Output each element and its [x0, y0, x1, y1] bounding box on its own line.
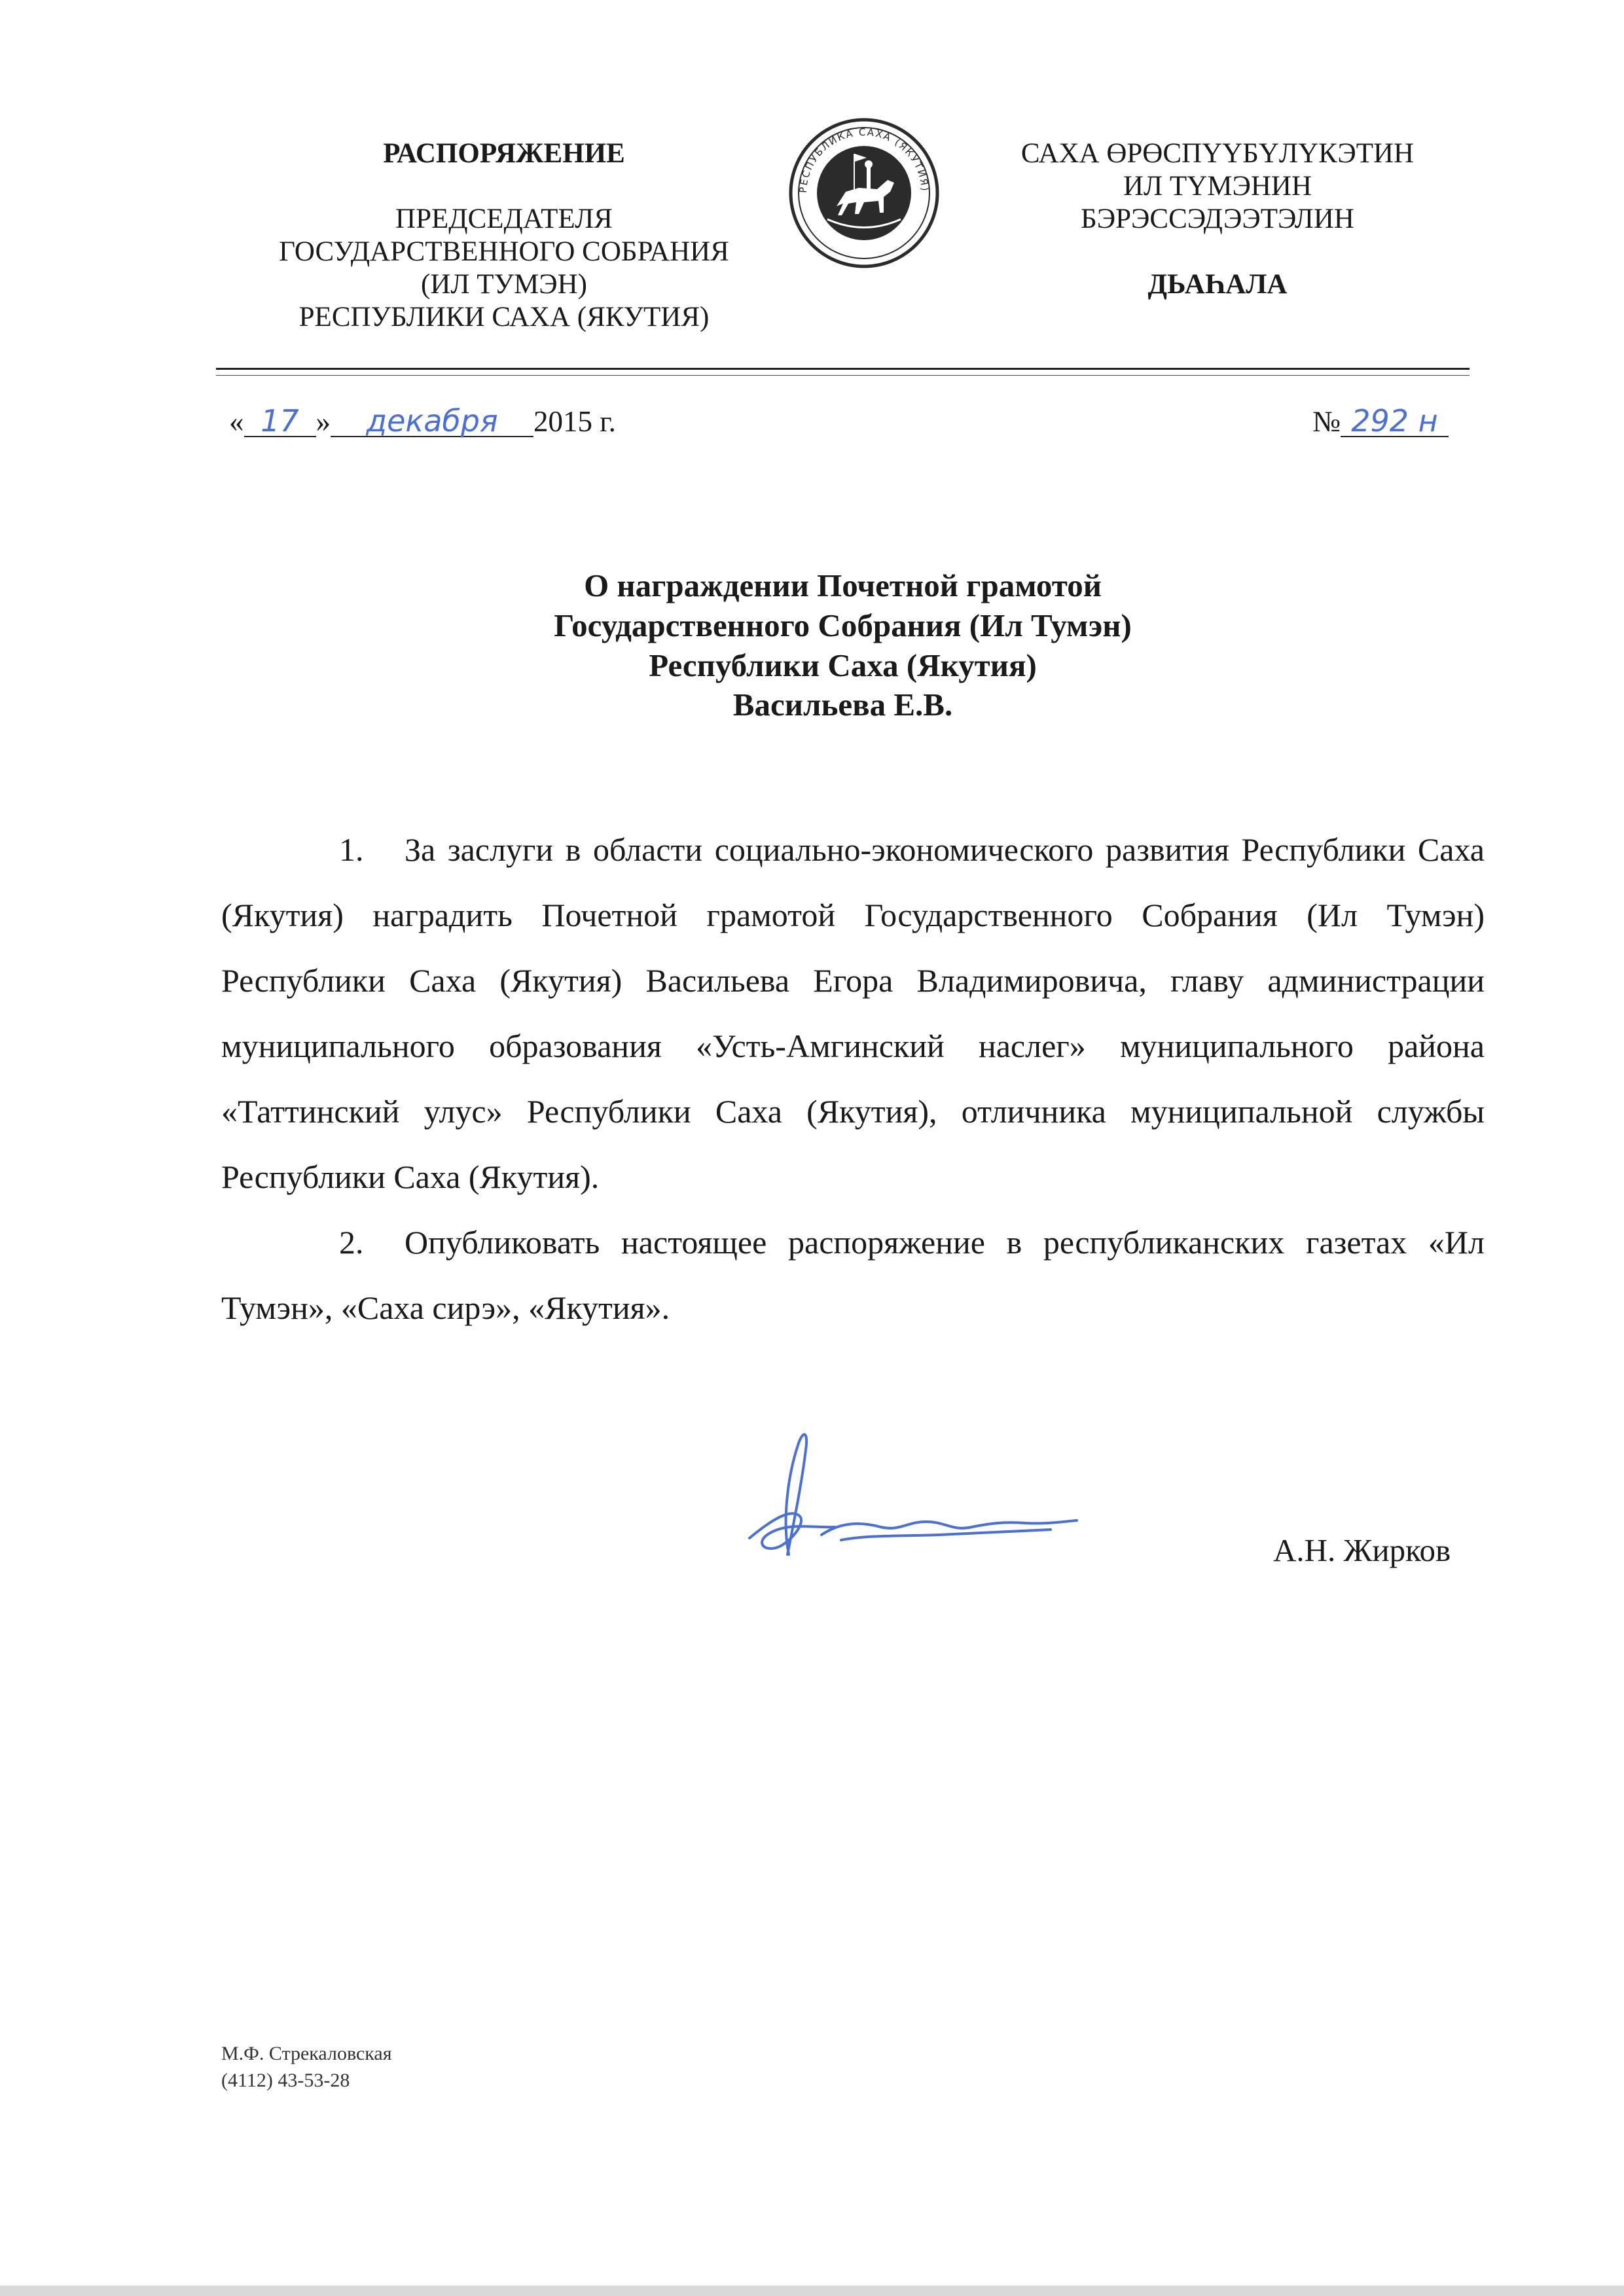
document-number: 292 н — [1341, 406, 1449, 437]
emblem-text: РЕСПУБЛИКА САХА (ЯКУТИЯ) — [797, 126, 931, 194]
header-right-block — [962, 137, 1473, 301]
header-right-line: ИЛ ТҮМЭНИН — [1123, 170, 1312, 202]
footer-phone: (4112) 43-53-28 — [221, 2069, 350, 2091]
title-line: Республики Саха (Якутия) — [649, 647, 1037, 683]
item-text: Опубликовать настоящее распоряжение в республиканских газетах «Ил Тумэн», «Саха сирэ», «Якутия». — [221, 1224, 1485, 1326]
item-number: 1. — [339, 831, 364, 868]
body-item — [221, 1210, 1485, 1340]
date-line — [229, 404, 616, 439]
footer-contact — [221, 2041, 392, 2094]
header-left-line: ПРЕДСЕДАТЕЛЯ — [395, 203, 613, 234]
signer-name: А.Н. Жирков — [1273, 1532, 1451, 1568]
number-label: № — [1312, 405, 1341, 438]
body-item — [221, 817, 1485, 1210]
handwritten-signature — [710, 1424, 1090, 1568]
date-year: 2015 г. — [533, 405, 616, 438]
header-left-line: ГОСУДАРСТВЕННОГО СОБРАНИЯ — [279, 236, 729, 267]
document-number-line — [1312, 404, 1449, 439]
document-body — [221, 817, 1485, 1340]
header-divider — [216, 368, 1470, 370]
header-right-title: ДЬАҺАЛА — [1147, 268, 1288, 300]
item-text: За заслуги в области социально-экономического развития Республики Саха (Якутия) наградить Почетной грамотой Государственного Собрания (Ил Тумэн) Республики Саха (Якутия) Васильева Егора Владимировича, главу администрации муниципального образования «Усть-Амгинский наслег» муниципального района «Таттинский улус» Республики Саха (Якутия), отличника муниципальной службы Республики Саха (Якутия). — [221, 831, 1485, 1195]
header-left-block — [216, 137, 792, 333]
date-day: 17 — [244, 406, 316, 437]
title-line: О награждении Почетной грамотой — [584, 567, 1102, 603]
item-number: 2. — [339, 1224, 364, 1261]
title-line: Государственного Собрания (Ил Тумэн) — [554, 607, 1132, 643]
scan-edge — [0, 2286, 1624, 2296]
header-right-line: БЭРЭССЭДЭЭТЭЛИН — [1081, 203, 1354, 234]
title-line: Васильева Е.В. — [732, 687, 953, 723]
date-close-quote: » — [316, 405, 331, 438]
document-title — [216, 566, 1470, 725]
footer-author: М.Ф. Стрекаловская — [221, 2043, 392, 2064]
header-left-line: РЕСПУБЛИКИ САХА (ЯКУТИЯ) — [298, 301, 710, 332]
header-left-title: РАСПОРЯЖЕНИЕ — [383, 138, 625, 169]
date-open-quote: « — [229, 405, 244, 438]
date-month: декабря — [331, 406, 533, 437]
header-right-line: САХА ӨРӨСПҮҮБҮЛҮКЭТИН — [1020, 138, 1415, 169]
header-left-line: (ИЛ ТУМЭН) — [421, 268, 587, 300]
emblem-seal-icon — [785, 115, 943, 272]
header-divider-thin — [216, 375, 1470, 376]
